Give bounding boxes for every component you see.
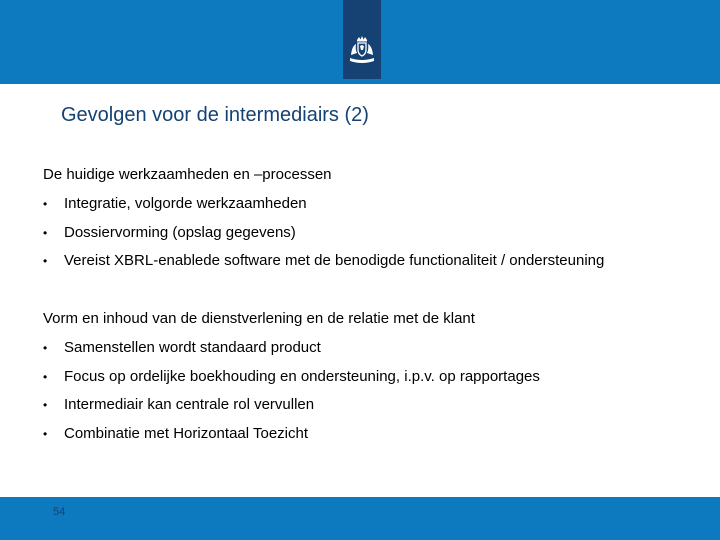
list-item-text: Focus op ordelijke boekhouding en ondersteuning, i.p.v. op rapportages — [64, 368, 540, 385]
logo — [343, 0, 381, 79]
bullet-icon: • — [43, 370, 48, 384]
footer-band — [0, 497, 720, 540]
bullet-icon: • — [43, 197, 48, 211]
section-heading: Vorm en inhoud van de dienstverlening en de relatie met de klant — [43, 310, 475, 327]
bullet-icon: • — [43, 341, 48, 355]
slide-title: Gevolgen voor de intermediairs (2) — [61, 104, 369, 126]
section-heading: De huidige werkzaamheden en –processen — [43, 166, 332, 183]
coat-of-arms-icon — [346, 34, 378, 66]
list-item-text: Integratie, volgorde werkzaamheden — [64, 195, 307, 212]
list-item-text: Vereist XBRL-enablede software met de benodigde functionaliteit / ondersteuning — [64, 252, 605, 269]
bullet-icon: • — [43, 254, 48, 268]
bullet-icon: • — [43, 226, 48, 240]
bullet-icon: • — [43, 398, 48, 412]
page-number: 54 — [53, 506, 66, 518]
list-item-text: Dossiervorming (opslag gegevens) — [64, 224, 296, 241]
list-item-text: Samenstellen wordt standaard product — [64, 339, 321, 356]
list-item-text: Combinatie met Horizontaal Toezicht — [64, 425, 309, 442]
bullet-icon: • — [43, 427, 48, 441]
list-item-text: Intermediair kan centrale rol vervullen — [64, 396, 315, 413]
